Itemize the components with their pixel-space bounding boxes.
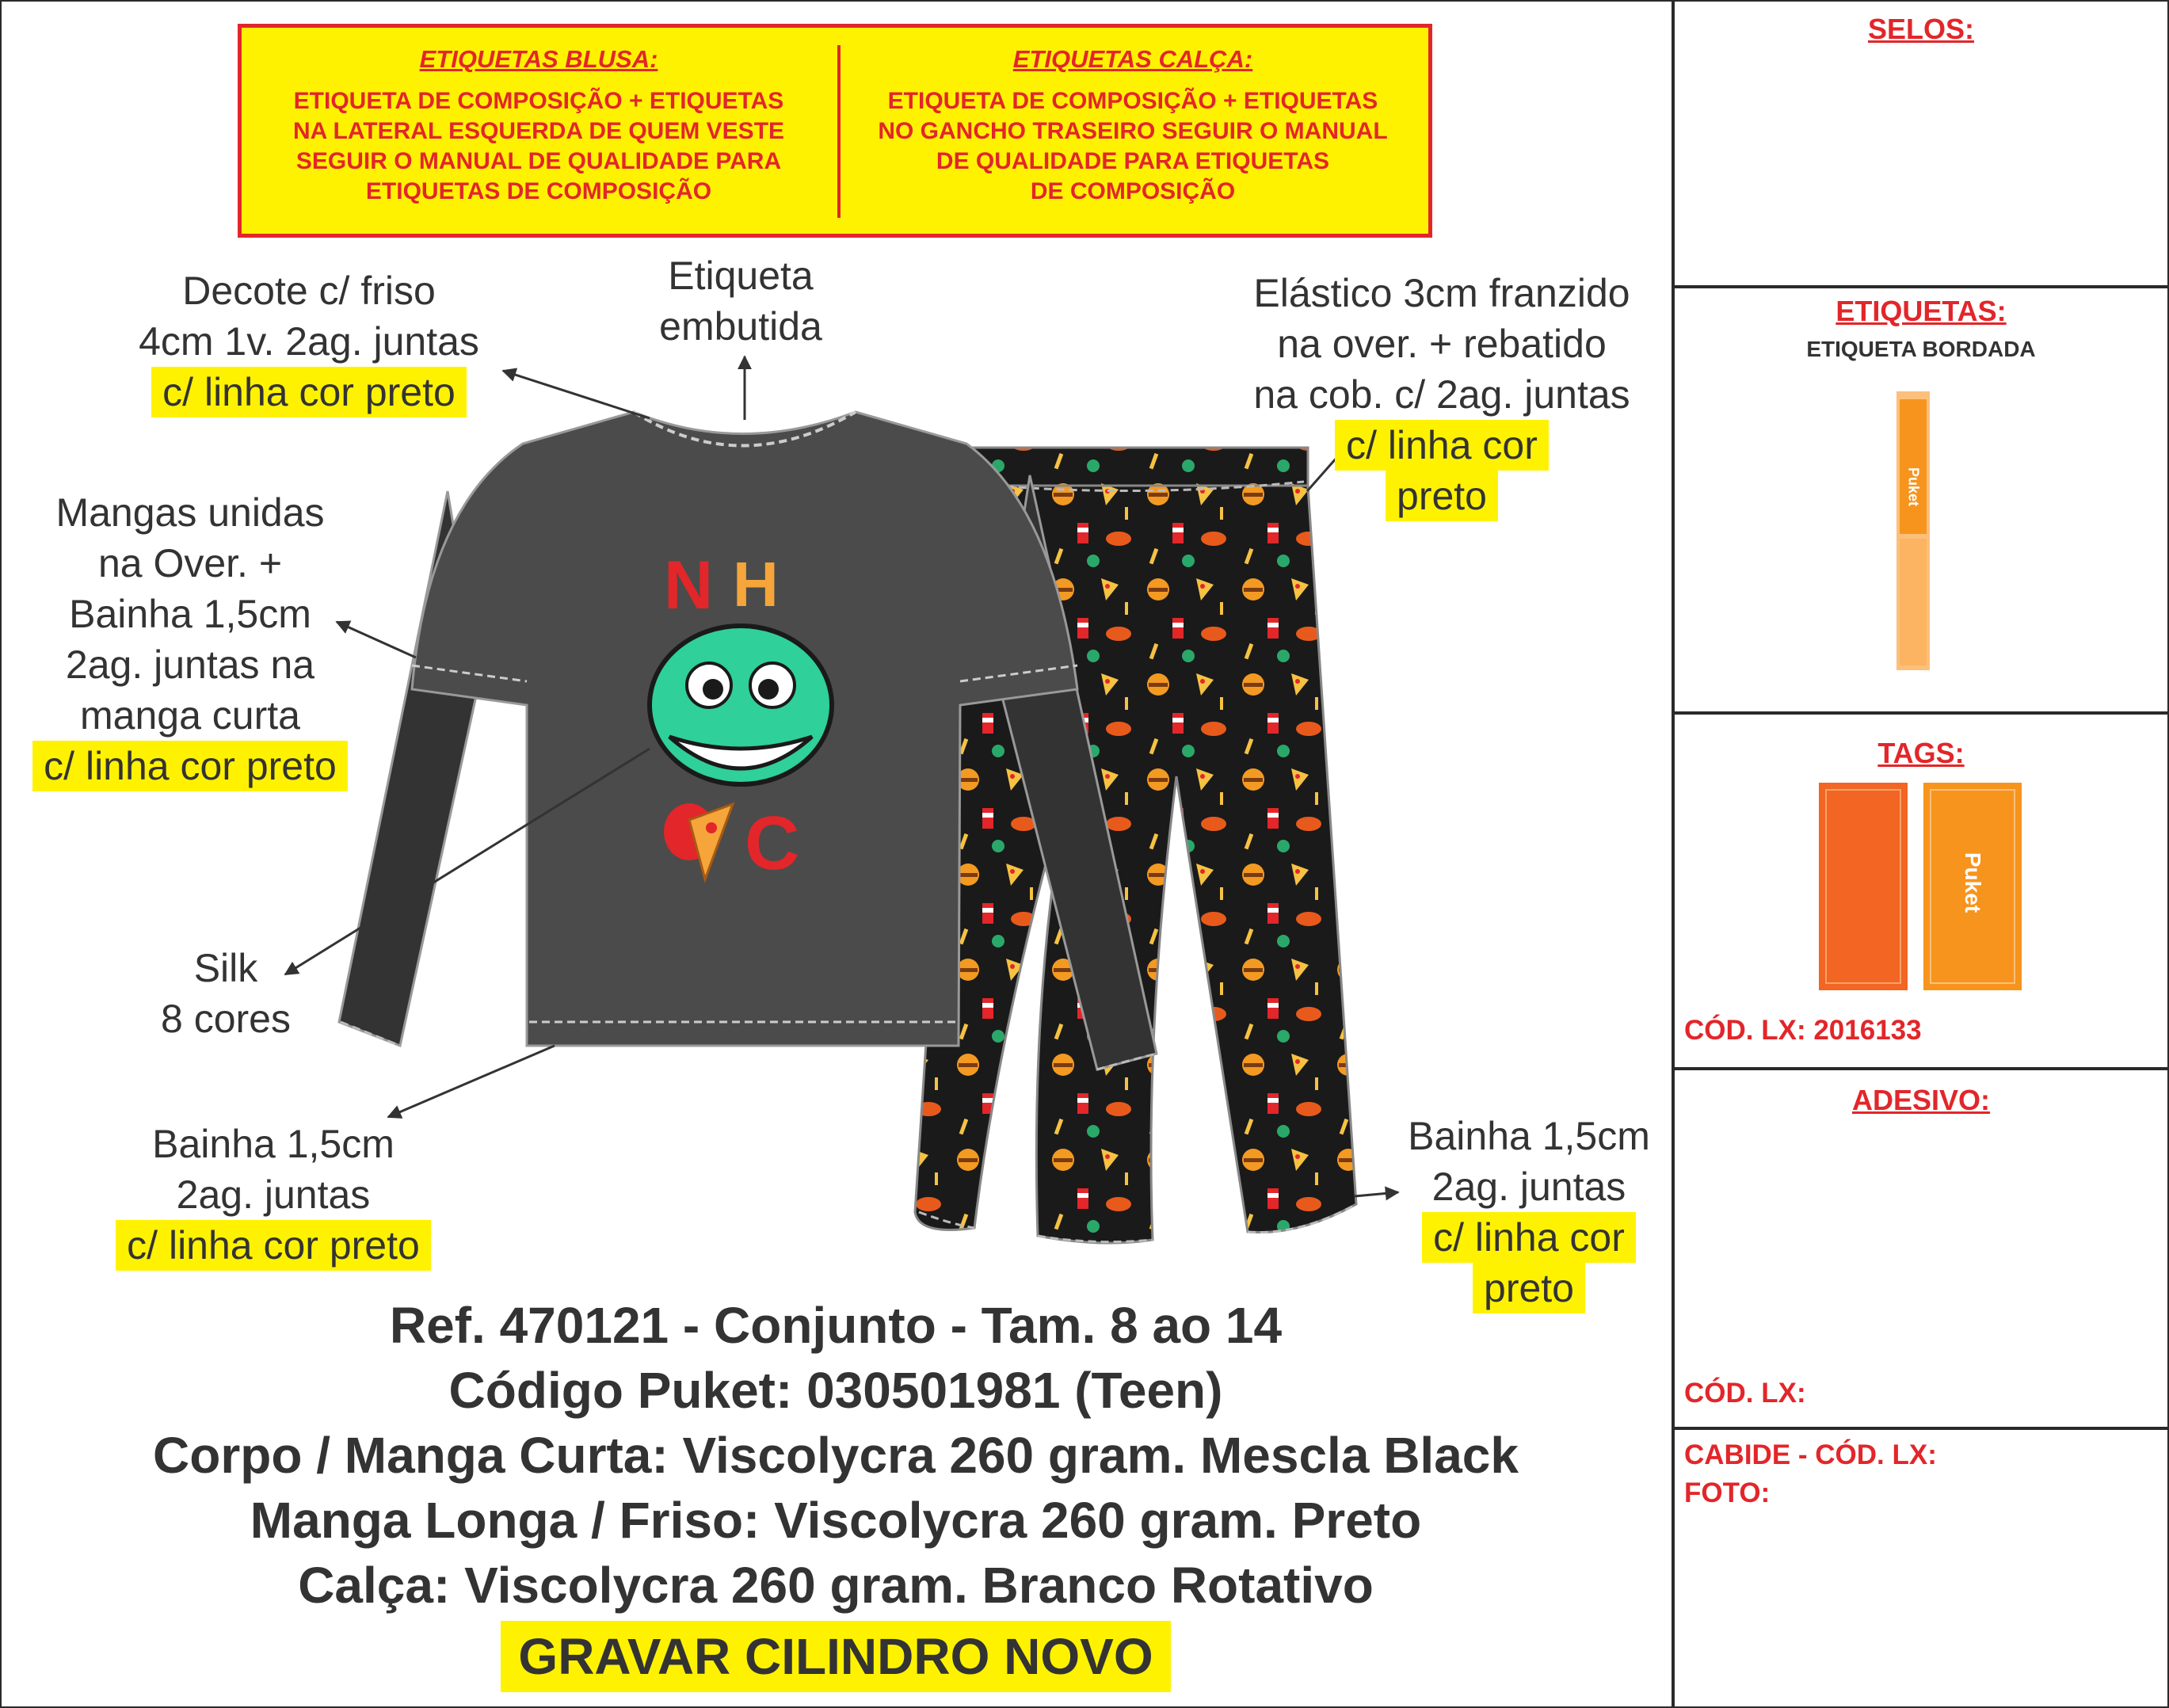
selos-title: SELOS: [1867, 13, 1974, 45]
callout-elastico [1220, 268, 1664, 521]
print-letter-h: H [733, 549, 779, 620]
notice-calca-line: NO GANCHO TRASEIRO SEGUIR O MANUAL [878, 118, 1388, 144]
callout-mangas-line: Bainha 1,5cm [69, 592, 311, 636]
notice-calca-title: ETIQUETAS CALÇA: [1012, 45, 1253, 73]
callout-bainha-blusa [79, 1119, 467, 1271]
callout-bainha-calca [1378, 1111, 1679, 1313]
notice-blusa-line: NA LATERAL ESQUERDA DE QUEM VESTE [292, 118, 785, 144]
callout-bainha-calca-highlight: c/ linha cor [1422, 1212, 1636, 1263]
foto-label: FOTO: [1684, 1477, 1771, 1508]
callout-decote-line: Decote c/ friso [182, 269, 436, 313]
notice-calca-line: DE QUALIDADE PARA ETIQUETAS [936, 148, 1330, 174]
callout-bainha-blusa-highlight: c/ linha cor preto [116, 1220, 431, 1271]
callout-elastico-line: Elástico 3cm franzido [1253, 271, 1630, 315]
side-divider-3 [1673, 1067, 2169, 1070]
spec-line: Código Puket: 030501981 (Teen) [448, 1362, 1223, 1419]
callout-etiqueta-line: embutida [659, 304, 822, 349]
tag-image-front [1819, 783, 1908, 990]
notice-calca-line: DE COMPOSIÇÃO [1030, 178, 1236, 204]
callout-mangas-line: 2ag. juntas na [65, 642, 315, 687]
callout-silk-line: 8 cores [161, 997, 291, 1041]
side-panel-divider [1672, 0, 1675, 1708]
callout-decote [95, 265, 523, 417]
callout-mangas-highlight: c/ linha cor preto [32, 741, 348, 791]
tags-code: CÓD. LX: 2016133 [1684, 1015, 1922, 1046]
tag-brand: Puket [1961, 852, 1985, 913]
callout-silk [111, 943, 341, 1044]
etiquetas-title: ETIQUETAS: [1835, 295, 2007, 327]
adesivo-code: CÓD. LX: [1684, 1378, 1806, 1409]
tags-title: TAGS: [1877, 737, 1965, 769]
spec-line: Ref. 470121 - Conjunto - Tam. 8 ao 14 [389, 1297, 1283, 1354]
callout-etiqueta [618, 250, 863, 352]
notice-blusa-line: ETIQUETA DE COMPOSIÇÃO + ETIQUETAS [293, 88, 784, 114]
spec-line: Calça: Viscolycra 260 gram. Branco Rotativo [298, 1557, 1374, 1614]
callout-elastico-line: na over. + rebatido [1277, 322, 1607, 366]
tag-image-back [1923, 783, 2022, 990]
callout-mangas-line: manga curta [80, 693, 300, 738]
callout-bainha-calca-line: 2ag. juntas [1431, 1165, 1626, 1209]
callout-silk-line: Silk [193, 946, 258, 990]
print-letter-c: C [745, 801, 800, 886]
cabide-code: CABIDE - CÓD. LX: [1684, 1439, 1937, 1470]
notice-blusa-title: ETIQUETAS BLUSA: [419, 45, 658, 73]
callout-decote-line: 4cm 1v. 2ag. juntas [139, 319, 479, 364]
spec-line: Manga Longa / Friso: Viscolycra 260 gram. Preto [250, 1492, 1422, 1549]
etiquetas-subtitle: ETIQUETA BORDADA [1806, 337, 2036, 361]
callout-decote-highlight: c/ linha cor preto [151, 367, 467, 417]
adesivo-title: ADESIVO: [1851, 1084, 1991, 1116]
callout-bainha-calca-line: Bainha 1,5cm [1408, 1114, 1650, 1158]
notice-calca-line: ETIQUETA DE COMPOSIÇÃO + ETIQUETAS [887, 88, 1378, 114]
callout-mangas-line: Mangas unidas [55, 490, 325, 535]
spec-block [0, 1293, 1672, 1692]
callout-bainha-blusa-line: Bainha 1,5cm [152, 1122, 395, 1166]
callout-elastico-highlight: preto [1386, 471, 1498, 521]
notice-blusa-line: ETIQUETAS DE COMPOSIÇÃO [365, 178, 712, 204]
notice-blusa-line: SEGUIR O MANUAL DE QUALIDADE PARA [295, 148, 782, 174]
callout-bainha-calca-highlight: preto [1473, 1263, 1585, 1313]
side-divider-1 [1673, 285, 2169, 288]
spec-line: Corpo / Manga Curta: Viscolycra 260 gram. Mescla Black [153, 1427, 1519, 1484]
callout-elastico-line: na cob. c/ 2ag. juntas [1253, 372, 1630, 417]
callout-etiqueta-line: Etiqueta [668, 254, 814, 298]
print-letter-n: N [664, 547, 714, 623]
spec-highlight: GRAVAR CILINDRO NOVO [501, 1621, 1170, 1692]
side-divider-2 [1673, 711, 2169, 715]
side-divider-4 [1673, 1427, 2169, 1430]
shirt-drawing [339, 412, 1157, 1069]
callout-elastico-highlight: c/ linha cor [1335, 420, 1549, 471]
callout-bainha-blusa-line: 2ag. juntas [176, 1172, 371, 1217]
embroidered-label-image [1896, 391, 1930, 670]
callout-mangas-line: na Over. + [97, 541, 283, 585]
callout-mangas [8, 487, 372, 791]
label-brand: Puket [1905, 467, 1922, 507]
